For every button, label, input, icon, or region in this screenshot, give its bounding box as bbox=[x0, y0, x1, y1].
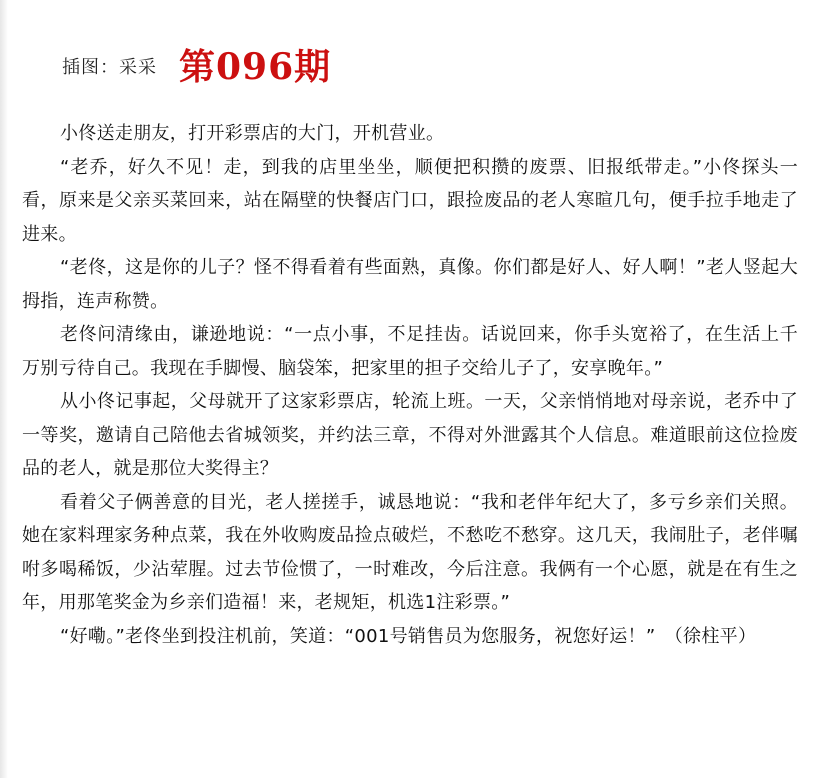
paragraph: 从小佟记事起，父母就开了这家彩票店，轮流上班。一天，父亲悄悄地对母亲说，老乔中了一等奖，邀请自己陪他去省城领奖，并约法三章，不得对外泄露其个人信息。难道眼前这位捡废品的老人，就是那位大奖得主？ bbox=[22, 391, 798, 479]
article-body bbox=[22, 117, 798, 653]
paragraph: “好嘞。”老佟坐到投注机前，笑道：“001号销售员为您服务，祝您好运！” （徐柱平） bbox=[60, 625, 757, 647]
paragraph: 小佟送走朋友，打开彩票店的大门，开机营业。 bbox=[60, 123, 445, 144]
paragraph: “老佟，这是你的儿子？怪不得看着有些面熟，真像。你们都是好人、好人啊！”老人竖起大拇指，连声称赞。 bbox=[22, 257, 798, 312]
paragraph: 看着父子俩善意的目光，老人搓搓手，诚恳地说：“我和老伴年纪大了，多亏乡亲们关照。她在家料理家务种点菜，我在外收购废品捡点破烂，不愁吃不愁穿。这几天，我闹肚子，老伴嘱咐多喝稀饭，少沾荤腥。过去节俭惯了，一时难改，今后注意。我俩有一个心愿，就是在有生之年，用那笔奖金为乡亲们造福！来，老规矩，机选1注彩票。” bbox=[22, 491, 798, 613]
paragraph: “老乔，好久不见！走，到我的店里坐坐，顺便把积攒的废票、旧报纸带走。”小佟探头一看，原来是父亲买菜回来，站在隔壁的快餐店门口，跟捡废品的老人寒暄几句，便手拉手地走了进来。 bbox=[22, 156, 798, 245]
issue-number: 第096期 bbox=[179, 45, 332, 88]
article-header bbox=[62, 34, 331, 94]
paragraph: 老佟问清缘由，谦逊地说：“一点小事，不足挂齿。话说回来，你手头宽裕了，在生活上千万别亏待自己。我现在手脚慢、脑袋笨，把家里的担子交给儿子了，安享晚年。” bbox=[22, 324, 798, 379]
illustration-credit: 插图：采采 bbox=[62, 57, 157, 78]
page-edge-shadow bbox=[0, 0, 8, 778]
